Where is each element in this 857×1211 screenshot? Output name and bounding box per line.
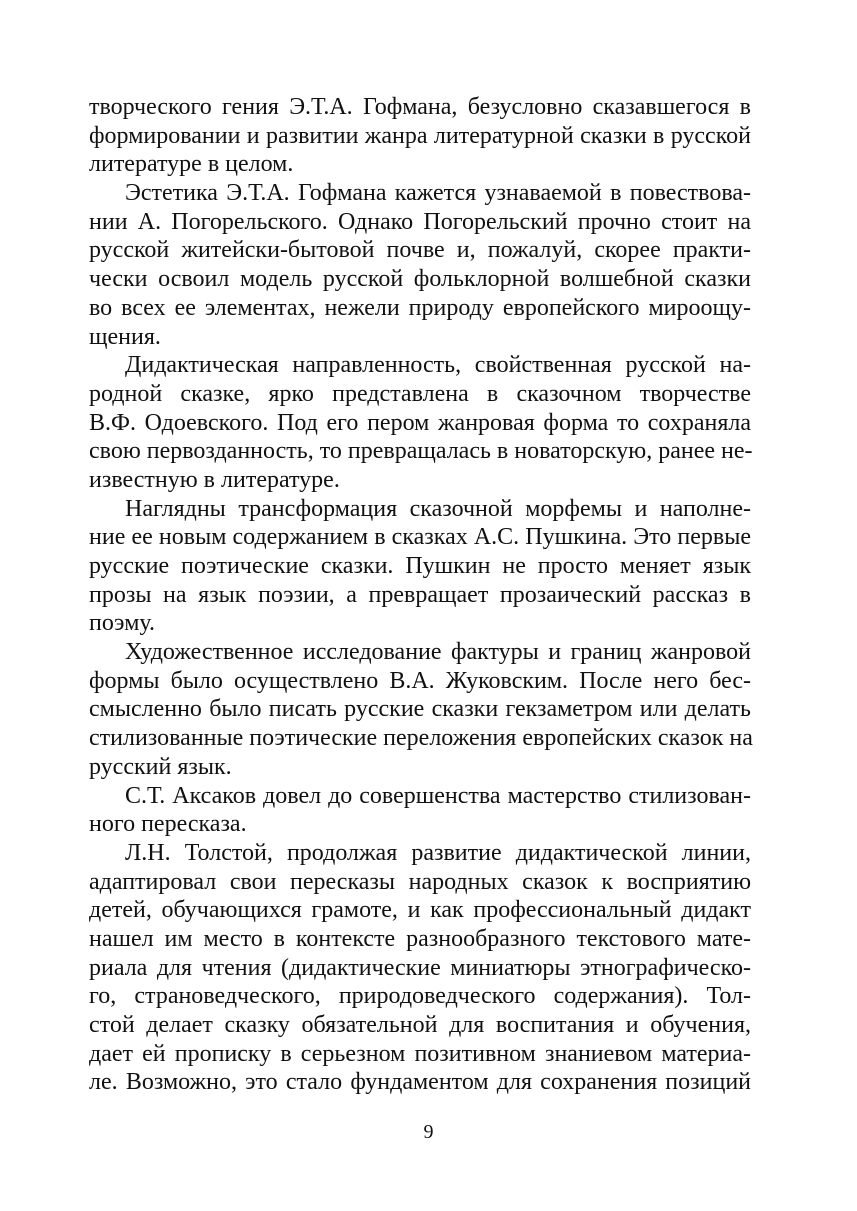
text-line: литературе в целом. bbox=[89, 151, 294, 178]
paragraph-6 bbox=[89, 782, 751, 839]
body-text bbox=[89, 93, 751, 1097]
text-line: Эстетика Э.Т.А. Гофмана кажется узнаваемой в повествова- bbox=[125, 180, 751, 207]
text-line: дает ей прописку в серьезном позитивном знаниевом материа- bbox=[89, 1040, 751, 1067]
text-line: адаптировал свои пересказы народных сказок к восприятию bbox=[89, 868, 751, 895]
text-line: нашел им место в контексте разнообразного текстового мате- bbox=[89, 925, 751, 952]
text-line: детей, обучающихся грамоте, и как профессиональный дидакт bbox=[89, 897, 751, 924]
text-line: свою первозданность, то превращалась в новаторскую, ранее не- bbox=[89, 438, 753, 465]
text-line: русский язык. bbox=[89, 753, 232, 780]
text-line: смысленно было писать русские сказки гекзаметром или делать bbox=[89, 696, 751, 723]
text-line: русской житейски-бытовой почве и, пожалуй, скорее практи- bbox=[89, 237, 751, 264]
text-line: формы было осуществлено В.А. Жуковским. После него бес- bbox=[89, 667, 751, 694]
text-line: русские поэтические сказки. Пушкин не просто меняет язык bbox=[89, 553, 751, 579]
text-line: прозы на язык поэзии, а превращает прозаический рассказ в bbox=[89, 581, 751, 608]
text-line: во всех ее элементах, нежели природу европейского мироощу- bbox=[89, 294, 751, 321]
paragraph-7 bbox=[89, 839, 751, 1097]
text-line: родной сказке, ярко представлена в сказочном творчестве bbox=[89, 380, 751, 407]
text-line: риала для чтения (дидактические миниатюры этнографическо- bbox=[89, 954, 751, 981]
page-number: 9 bbox=[423, 1121, 434, 1143]
text-line: ного пересказа. bbox=[89, 811, 247, 838]
text-line: го, страноведческого, природоведческого содержания). Тол- bbox=[89, 983, 751, 1010]
text-line: известную в литературе. bbox=[89, 466, 340, 493]
text-line: Л.Н. Толстой, продолжая развитие дидактической линии, bbox=[125, 839, 751, 866]
text-line: творческого гения Э.Т.А. Гофмана, безусловно сказавшегося в bbox=[89, 94, 751, 120]
text-line: Дидактическая направленность, свойственная русской на- bbox=[125, 352, 751, 379]
text-line: поэму. bbox=[89, 610, 156, 637]
text-line: С.Т. Аксаков довел до совершенства мастерство стилизован- bbox=[125, 782, 751, 809]
text-line: ле. Возможно, это стало фундаментом для сохранения позиций bbox=[89, 1069, 751, 1096]
text-line: стилизованные поэтические переложения европейских сказок на bbox=[89, 725, 753, 752]
text-line: щения. bbox=[89, 323, 161, 350]
text-line: формировании и развитии жанра литературной сказки в русской bbox=[89, 122, 751, 149]
text-line: ние ее новым содержанием в сказках А.С. Пушкина. Это первые bbox=[89, 524, 751, 551]
paragraph-3 bbox=[89, 351, 751, 494]
paragraph-5 bbox=[89, 638, 751, 781]
text-line: Художественное исследование фактуры и границ жанровой bbox=[125, 639, 751, 666]
paragraph-2 bbox=[89, 179, 751, 351]
text-line: Наглядны трансформация сказочной морфемы и наполне- bbox=[125, 495, 751, 522]
paragraph-1 bbox=[89, 93, 751, 179]
text-line: чески освоил модель русской фольклорной волшебной сказки bbox=[89, 266, 751, 293]
text-line: нии А. Погорельского. Однако Погорельский прочно стоит на bbox=[89, 208, 751, 235]
paragraph-4 bbox=[89, 495, 751, 638]
text-line: стой делает сказку обязательной для воспитания и обучения, bbox=[89, 1012, 751, 1038]
text-line: В.Ф. Одоевского. Под его пером жанровая форма то сохраняла bbox=[89, 409, 751, 436]
